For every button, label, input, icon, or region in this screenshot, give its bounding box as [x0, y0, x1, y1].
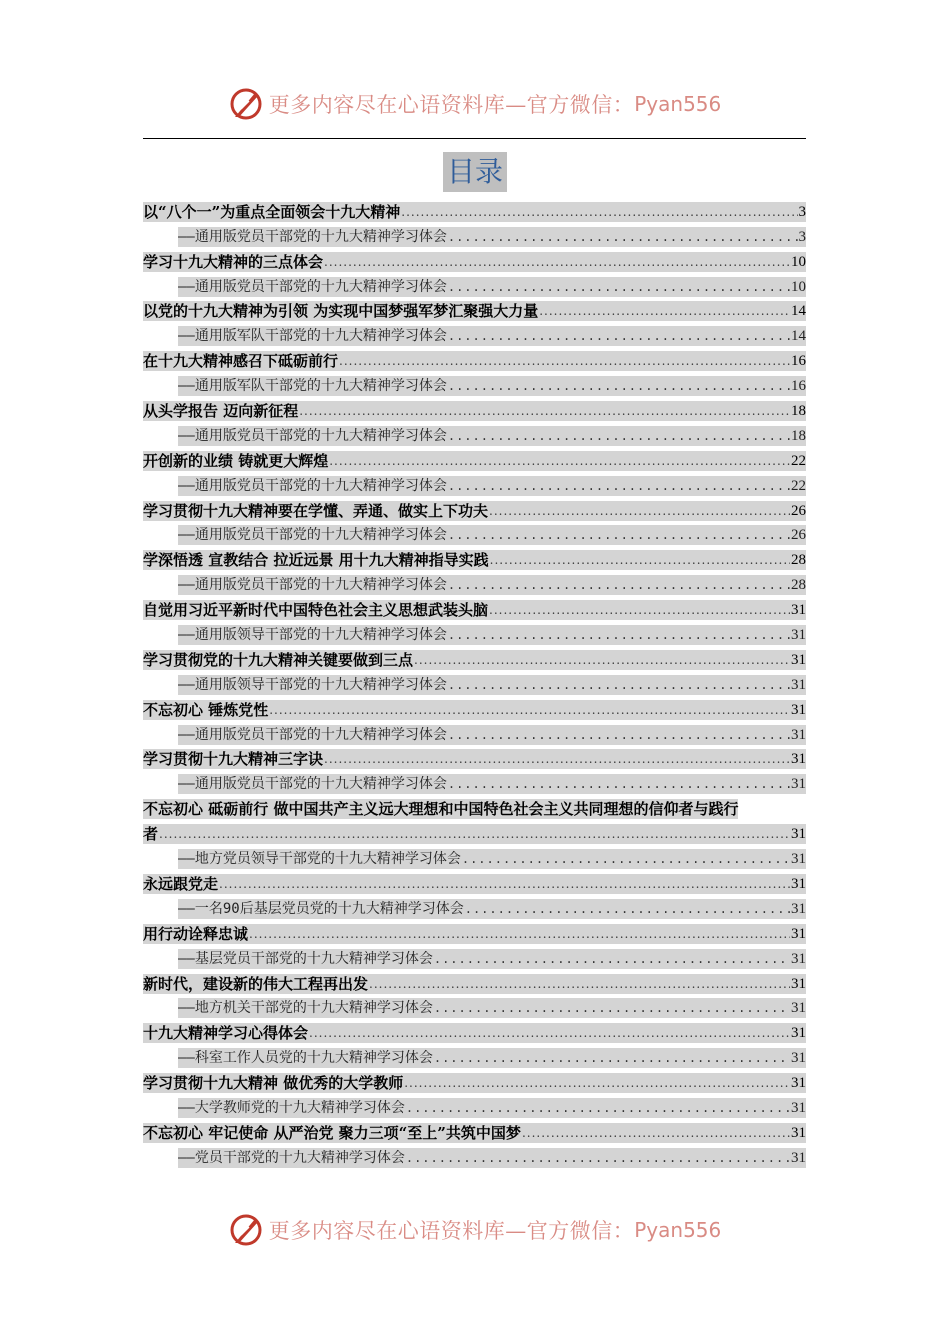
toc-dot-leader: [448, 376, 790, 396]
toc-entry-link[interactable]: [143, 1023, 806, 1043]
toc-dot-leader: [489, 600, 790, 620]
toc-entry-text: 新时代，建设新的伟大工程再出发: [143, 974, 369, 993]
toc-entry-link[interactable]: [178, 525, 806, 545]
toc-entry-text: ——通用版领导干部党的十九大精神学习体会: [178, 676, 447, 693]
toc-entry[interactable]: [143, 1018, 806, 1043]
toc-dot-leader: [159, 824, 790, 844]
toc-page-number: 31: [791, 1149, 806, 1166]
toc-page-number: 31: [791, 875, 806, 892]
toc-entry-text: 从头学报告 迈向新征程: [143, 402, 299, 421]
toc-entry-link[interactable]: [178, 476, 806, 496]
toc-entry-link[interactable]: [178, 426, 806, 446]
toc-entry-link[interactable]: [178, 1148, 806, 1168]
toc-dot-leader: [462, 849, 790, 869]
toc-page-number: 31: [791, 950, 806, 967]
toc-page-number: 14: [791, 303, 806, 320]
toc-entry-link[interactable]: [143, 1123, 806, 1143]
toc-page-number: 31: [791, 602, 806, 619]
toc-entry-link[interactable]: [178, 675, 806, 695]
toc-dot-leader: [465, 899, 790, 919]
toc-entry[interactable]: [143, 869, 806, 894]
toc-dot-leader: [219, 874, 790, 894]
toc-dot-leader: [490, 550, 790, 570]
toc-subtitle-entry[interactable]: [143, 894, 806, 919]
toc-subtitle-entry[interactable]: [143, 371, 806, 396]
toc-page-number: 31: [791, 676, 806, 693]
toc-entry-text: 以“八个一”为重点全面领会十九大精神: [143, 202, 401, 221]
toc-page-number: 10: [791, 278, 806, 295]
toc-subtitle-entry[interactable]: [143, 720, 806, 745]
toc-entry-link[interactable]: [143, 451, 806, 471]
toc-entry-link[interactable]: [178, 849, 806, 869]
toc-subtitle-entry[interactable]: [143, 222, 806, 247]
toc-page-number: 31: [791, 1000, 806, 1017]
toc-page-number: 28: [791, 552, 806, 569]
toc-dot-leader: [448, 725, 790, 745]
toc-page-number: 31: [791, 851, 806, 868]
toc-entry[interactable]: [143, 595, 806, 620]
toc-dot-leader: [448, 426, 790, 446]
toc-dot-leader: [406, 1098, 790, 1118]
toc-entry-text: 永远跟党走: [143, 874, 219, 893]
toc-entry[interactable]: [143, 346, 806, 371]
toc-entry-link[interactable]: [178, 1098, 806, 1118]
toc-entry-text: 学深悟透 宣教结合 拉近远景 用十九大精神指导实践: [143, 551, 489, 570]
toc-entry-link[interactable]: [143, 700, 806, 720]
header-banner: [0, 84, 950, 124]
toc-entry-link[interactable]: [143, 550, 806, 570]
toc-dot-leader: [269, 700, 790, 720]
toc-dot-leader: [448, 326, 790, 346]
toc-subtitle-entry[interactable]: [143, 272, 806, 297]
toc-dot-leader: [324, 252, 790, 272]
toc-entry-text: 在十九大精神感召下砥砺前行: [143, 352, 339, 371]
toc-entry-link[interactable]: [143, 1073, 806, 1093]
toc-entry[interactable]: [143, 1068, 806, 1093]
header-wechat-id: Pyan556: [634, 92, 722, 116]
toc-entry[interactable]: [143, 969, 806, 994]
toc-entry-text: ——科室工作人员党的十九大精神学习体会: [178, 1050, 433, 1067]
header-banner-text: 更多内容尽在心语资料库—官方微信：: [268, 93, 635, 117]
toc-page-number: 22: [791, 452, 806, 469]
toc-page-number: 10: [791, 253, 806, 270]
toc-entry[interactable]: [143, 545, 806, 570]
toc-dot-leader: [434, 1048, 790, 1068]
toc-entry-text: ——通用版军队干部党的十九大精神学习体会: [178, 328, 447, 345]
toc-page-number: 26: [791, 527, 806, 544]
toc-entry-text: 者: [143, 825, 159, 844]
toc-dot-leader: [448, 675, 790, 695]
toc-entry[interactable]: [143, 496, 806, 521]
toc-page-number: 31: [791, 751, 806, 768]
toc-entry-link[interactable]: [143, 401, 806, 421]
toc-subtitle-entry[interactable]: [143, 321, 806, 346]
toc-entry-link[interactable]: [143, 799, 738, 819]
toc-entry-text: ——通用版党员干部党的十九大精神学习体会: [178, 527, 447, 544]
toc-page-number: 31: [791, 1075, 806, 1092]
toc-dot-leader: [406, 1148, 790, 1168]
toc-entry-link[interactable]: [143, 924, 806, 944]
toc-entry-text: 用行动诠释忠诚: [143, 924, 249, 943]
toc-subtitle-entry[interactable]: [143, 521, 806, 546]
toc-entry-text: ——一名90后基层党员党的十九大精神学习体会: [178, 900, 464, 917]
toc-subtitle-entry[interactable]: [143, 570, 806, 595]
toc-entry[interactable]: [143, 247, 806, 272]
toc-dot-leader: [401, 202, 797, 222]
toc-dot-leader: [489, 501, 790, 521]
toc-subtitle-entry[interactable]: [143, 620, 806, 645]
toc-page-number: 31: [791, 726, 806, 743]
toc-entry-link[interactable]: [143, 600, 806, 620]
toc-dot-leader: [448, 575, 790, 595]
toc-entry[interactable]: [143, 794, 806, 819]
toc-entry-link[interactable]: [178, 949, 806, 969]
toc-page-number: 18: [791, 403, 806, 420]
toc-page-number: 31: [791, 975, 806, 992]
toc-entry-text: 不忘初心 牢记使命 从严治党 聚力三项“至上”共筑中国梦: [143, 1123, 521, 1142]
toc-page-number: 31: [791, 701, 806, 718]
toc-entry-link[interactable]: [143, 650, 806, 670]
toc-entry-text: ——通用版党员干部党的十九大精神学习体会: [178, 427, 447, 444]
toc-entry-link[interactable]: [143, 501, 806, 521]
toc-page-number: 31: [791, 900, 806, 917]
toc-dot-leader: [448, 625, 790, 645]
toc-entry-link[interactable]: [178, 725, 806, 745]
toc-page-number: 16: [791, 378, 806, 395]
toc-entry-text: 学习贯彻十九大精神三字诀: [143, 750, 324, 769]
toc-entry[interactable]: [143, 695, 806, 720]
toc-entry[interactable]: [143, 745, 806, 770]
toc-entry[interactable]: [143, 645, 806, 670]
toc-entry-link[interactable]: [178, 774, 806, 794]
toc-entry-link[interactable]: [143, 824, 806, 844]
toc-page-number: 31: [791, 651, 806, 668]
toc-dot-leader: [434, 949, 790, 969]
toc-subtitle-entry[interactable]: [143, 670, 806, 695]
toc-entry-text: ——通用版党员干部党的十九大精神学习体会: [178, 776, 447, 793]
toc-entry-link[interactable]: [178, 899, 806, 919]
toc-entry-text: 自觉用习近平新时代中国特色社会主义思想武装头脑: [143, 601, 489, 620]
toc-subtitle-entry[interactable]: [143, 1143, 806, 1168]
toc-entry-link[interactable]: [178, 227, 806, 247]
toc-entry-link[interactable]: [178, 376, 806, 396]
toc-page-number: 14: [791, 328, 806, 345]
toc-page-number: 3: [798, 228, 806, 245]
toc-subtitle-entry[interactable]: [143, 1043, 806, 1068]
toc-dot-leader: [414, 650, 790, 670]
toc-entry[interactable]: [143, 396, 806, 421]
toc-subtitle-entry[interactable]: [143, 944, 806, 969]
toc-entry-link[interactable]: [178, 277, 806, 297]
toc-entry-text: ——通用版党员干部党的十九大精神学习体会: [178, 228, 447, 245]
toc-entry-link[interactable]: [178, 998, 806, 1018]
toc-entry-text: 以党的十九大精神为引领 为实现中国梦强军梦汇聚强大力量: [143, 302, 539, 321]
toc-dot-leader: [324, 749, 790, 769]
toc-page-number: 16: [791, 353, 806, 370]
footer-banner: [0, 1210, 950, 1250]
toc-dot-leader: [448, 227, 798, 247]
toc-dot-leader: [299, 401, 790, 421]
toc-page-number: 28: [791, 577, 806, 594]
toc-entry[interactable]: [143, 1118, 806, 1143]
toc-title: 目录: [443, 152, 507, 192]
toc-dot-leader: [448, 277, 790, 297]
toc-page-number: 31: [791, 826, 806, 843]
toc-dot-leader: [249, 924, 790, 944]
toc-entry-text: ——基层党员干部党的十九大精神学习体会: [178, 950, 433, 967]
toc-entry-text: ——党员干部党的十九大精神学习体会: [178, 1149, 405, 1166]
toc-entry-text: ——地方党员领导干部党的十九大精神学习体会: [178, 851, 461, 868]
toc-entry-link[interactable]: [143, 749, 806, 769]
toc-entry-text: ——通用版党员干部党的十九大精神学习体会: [178, 577, 447, 594]
toc-page-number: 18: [791, 427, 806, 444]
toc-entry-text: ——通用版党员干部党的十九大精神学习体会: [178, 278, 447, 295]
toc-entry-link[interactable]: [143, 301, 806, 321]
toc-entry-link[interactable]: [143, 252, 806, 272]
toc-subtitle-entry[interactable]: [143, 1093, 806, 1118]
toc-page-number: 31: [791, 1124, 806, 1141]
toc-entry-text: 开创新的业绩 铸就更大辉煌: [143, 451, 329, 470]
toc-page-number: 31: [791, 1050, 806, 1067]
toc-title-wrap: [0, 152, 950, 192]
toc-dot-leader: [369, 974, 790, 994]
toc-entry-link[interactable]: [143, 974, 806, 994]
toc-entry-text: ——地方机关干部党的十九大精神学习体会: [178, 1000, 433, 1017]
toc-subtitle-entry[interactable]: [143, 994, 806, 1019]
toc-page-number: 31: [791, 1025, 806, 1042]
toc-entry-text: ——通用版党员干部党的十九大精神学习体会: [178, 477, 447, 494]
toc-dot-leader: [339, 351, 790, 371]
footer-banner-text: 更多内容尽在心语资料库—官方微信：: [268, 1219, 635, 1243]
toc-entry-text: ——通用版党员干部党的十九大精神学习体会: [178, 726, 447, 743]
toc-dot-leader: [539, 301, 790, 321]
toc-entry-link[interactable]: [143, 874, 806, 894]
toc-entry-text: 学习十九大精神的三点体会: [143, 252, 324, 271]
footer-wechat-id: Pyan556: [634, 1218, 722, 1242]
toc-dot-leader: [448, 525, 790, 545]
toc-entry[interactable]: [143, 297, 806, 322]
toc-dot-leader: [434, 998, 790, 1018]
toc-entry-text: ——大学教师党的十九大精神学习体会: [178, 1099, 405, 1116]
toc-dot-leader: [448, 774, 790, 794]
toc-subtitle-entry[interactable]: [143, 769, 806, 794]
toc-entry-text: 不忘初心 锤炼党性: [143, 700, 269, 719]
toc-dot-leader: [522, 1123, 790, 1143]
toc-entry-link[interactable]: [178, 575, 806, 595]
toc-entry[interactable]: [143, 197, 806, 222]
toc-page-number: 26: [791, 502, 806, 519]
toc-page-number: 31: [791, 1099, 806, 1116]
toc-page-number: 22: [791, 477, 806, 494]
toc-entry-link[interactable]: [143, 202, 806, 222]
toc-subtitle-entry[interactable]: [143, 421, 806, 446]
toc-entry-link[interactable]: [178, 1048, 806, 1068]
toc-page-number: 3: [798, 203, 806, 220]
toc-page-number: 31: [791, 776, 806, 793]
toc-subtitle-entry[interactable]: [143, 471, 806, 496]
toc-entry-text: ——通用版领导干部党的十九大精神学习体会: [178, 627, 447, 644]
toc-page-number: 31: [791, 627, 806, 644]
toc-dot-leader: [329, 451, 790, 471]
quill-logo-icon: [229, 1213, 263, 1247]
toc-entry[interactable]: [143, 446, 806, 471]
toc-dot-leader: [309, 1023, 790, 1043]
toc-dot-leader: [404, 1073, 790, 1093]
toc-entry-text: ——通用版军队干部党的十九大精神学习体会: [178, 378, 447, 395]
toc-entry-text: 学习贯彻党的十九大精神关键要做到三点: [143, 650, 414, 669]
quill-logo-icon: [229, 87, 263, 121]
table-of-contents: [143, 197, 806, 1168]
toc-entry-text: 学习贯彻十九大精神要在学懂、弄通、做实上下功夫: [143, 501, 489, 520]
toc-entry-link[interactable]: [178, 625, 806, 645]
toc-entry[interactable]: [143, 819, 806, 844]
toc-page-number: 31: [791, 925, 806, 942]
toc-entry-text: 十九大精神学习心得体会: [143, 1024, 309, 1043]
toc-entry-link[interactable]: [178, 326, 806, 346]
toc-dot-leader: [448, 476, 790, 496]
toc-entry-link[interactable]: [143, 351, 806, 371]
toc-entry-text: 学习贯彻十九大精神 做优秀的大学教师: [143, 1074, 404, 1093]
toc-entry-text: 不忘初心 砥砺前行 做中国共产主义远大理想和中国特色社会主义共同理想的信仰者与践行: [143, 800, 739, 819]
header-rule: [143, 138, 806, 139]
toc-entry[interactable]: [143, 919, 806, 944]
toc-subtitle-entry[interactable]: [143, 844, 806, 869]
